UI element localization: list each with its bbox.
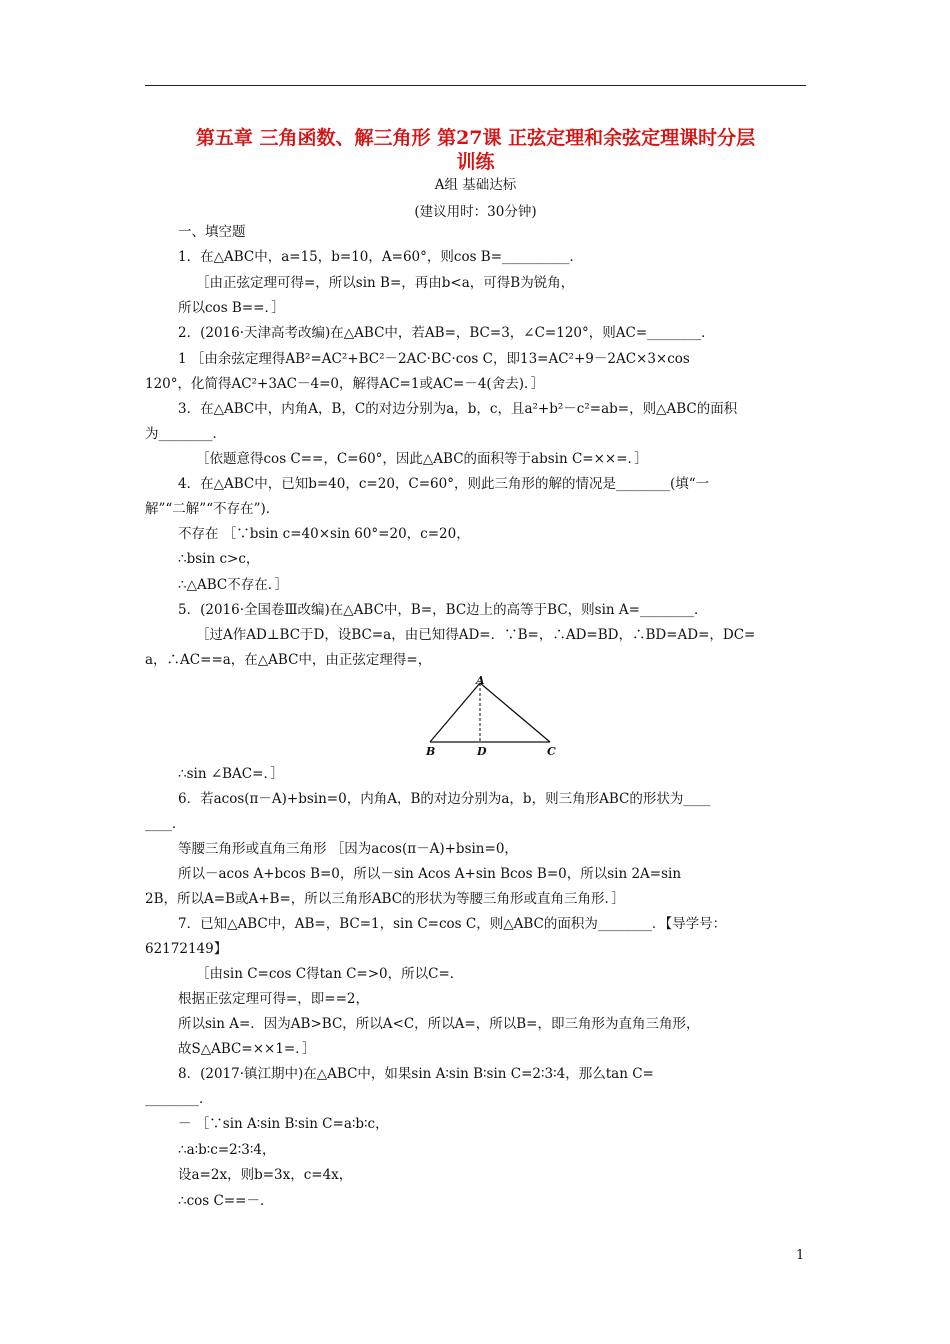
q7-text: 62172149】: [145, 941, 228, 957]
q8-solution: － ［∵sin A∶sin B∶sin C=a∶b∶c，: [178, 1116, 389, 1132]
q3-text: 为________．: [145, 426, 226, 442]
title-line-2: 训练: [456, 151, 495, 173]
q1-solution: 所以cos B==．］: [178, 300, 285, 316]
title-line-1: 第五章 三角函数、解三角形 第27课 正弦定理和余弦定理课时分层: [195, 127, 756, 149]
q8-text: 8．(2017·镇江期中)在△ABC中，如果sin A∶sin B∶sin C=2∶3∶4，那么tan C=: [178, 1066, 654, 1082]
q2-text: 2．(2016·天津高考改编)在△ABC中，若AB=，BC=3，∠C=120°，则AC=________．: [178, 325, 715, 341]
q4-text: 4．在△ABC中，已知b=40，c=20，C=60°，则此三角形的解的情况是________(填“一: [178, 476, 710, 492]
q5-text: 5．(2016·全国卷Ⅲ改编)在△ABC中，B=，BC边上的高等于BC，则sin A=________．: [178, 602, 708, 618]
q8-solution: ∴a∶b∶c=2∶3∶4，: [178, 1142, 276, 1158]
q6-solution: 所以－acos A+bcos B=0，所以－sin Acos A+sin Bcos B=0，所以sin 2A=sin: [178, 866, 682, 882]
chapter-title: [145, 126, 806, 174]
q8-solution: 设a=2x，则b=3x，c=4x，: [178, 1167, 353, 1183]
q2-solution: 120°，化简得AC²+3AC－4=0，解得AC=1或AC=－4(舍去)．］: [145, 376, 545, 392]
q4-solution: ∴△ABC不存在．］: [178, 577, 288, 593]
q5-solution: a，∴AC==a，在△ABC中，由正弦定理得=，: [145, 652, 432, 668]
group-heading: A组 基础达标: [434, 177, 517, 193]
q3-solution: ［依题意得cos C==，C=60°，因此△ABC的面积等于absin C=××=．］: [196, 451, 648, 467]
q2-solution: 1 ［由余弦定理得AB²=AC²+BC²－2AC·BC·cos C，即13=AC²+9－2AC×3×cos: [178, 351, 690, 367]
q4-text: 解”“二解”“不存在”)．: [145, 501, 280, 517]
q6-solution: 2B，所以A=B或A+B=，所以三角形ABC的形状为等腰三角形或直角三角形．］: [145, 891, 625, 907]
q5-solution: ∴sin ∠BAC=．］: [178, 766, 284, 782]
label-c: C: [547, 745, 556, 758]
label-a: A: [476, 674, 485, 687]
q8-text: ________．: [145, 1091, 213, 1107]
page-number: 1: [796, 1248, 805, 1263]
suggested-time: (建议用时：30分钟): [414, 204, 537, 220]
q6-text: 6．若acos(π－A)+bsin=0，内角A，B的对边分别为a，b，则三角形ABC的形状为____: [178, 791, 711, 807]
q5-solution: ［过A作AD⊥BC于D，设BC=a，由已知得AD=．∵B=，∴AD=BD，∴BD=AD=，DC=: [196, 627, 756, 643]
section-heading: 一、填空题: [178, 224, 246, 240]
label-b: B: [426, 745, 436, 758]
q7-solution: 根据正弦定理可得=，即==2，: [178, 991, 370, 1007]
q7-solution: 所以sin A=．因为AB>BC，所以A<C，所以A=，所以B=，即三角形为直角三角形，: [178, 1016, 700, 1032]
q6-solution: 等腰三角形或直角三角形 ［因为acos(π－A)+bsin=0，: [178, 841, 518, 857]
q7-solution: 故S△ABC=××1=．］: [178, 1041, 316, 1057]
header-rule: [145, 85, 806, 86]
triangle-figure: [420, 673, 570, 759]
q3-text: 3．在△ABC中，内角A，B，C的对边分别为a，b，c，且a²+b²－c²=ab=，则△ABC的面积: [178, 401, 738, 417]
q1-text: 1．在△ABC中，a=15，b=10，A=60°，则cos B=__________．: [178, 249, 584, 265]
q7-solution: ［由sin C=cos C得tan C=>0，所以C=．: [196, 966, 464, 982]
q8-solution: ∴cos C==－．: [178, 1193, 274, 1209]
q6-text: ____．: [145, 816, 186, 832]
q4-solution: ∴bsin c>c，: [178, 551, 260, 567]
q1-solution: ［由正弦定理可得=，所以sin B=，再由b<a，可得B为锐角，: [196, 275, 575, 291]
label-d: D: [477, 745, 487, 758]
q4-solution: 不存在 ［∵bsin c=40×sin 60°=20，c=20，: [178, 526, 470, 542]
q7-text: 7．已知△ABC中，AB=，BC=1，sin C=cos C，则△ABC的面积为________．【导学号：: [178, 916, 727, 932]
side-ab: [430, 683, 480, 742]
side-ac: [480, 683, 550, 742]
